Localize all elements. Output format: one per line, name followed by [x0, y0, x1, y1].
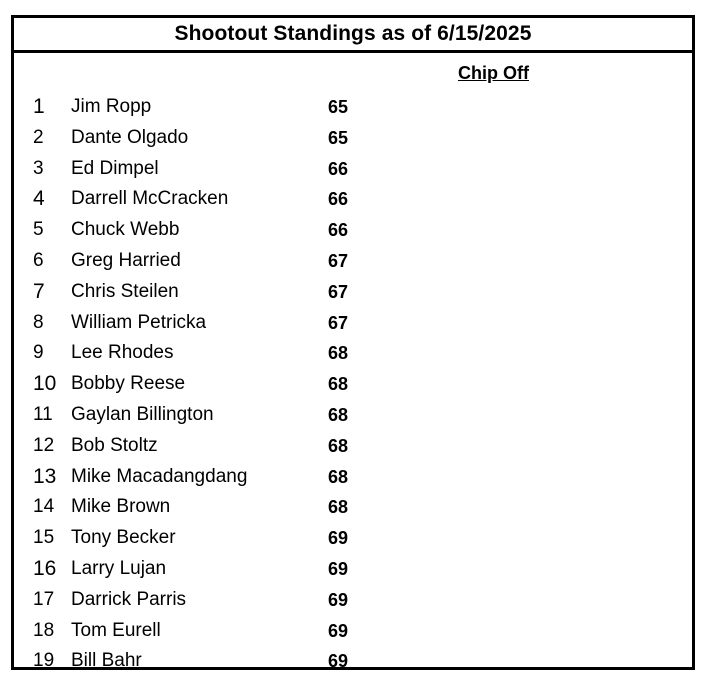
- player-name: Jim Ropp: [71, 96, 152, 117]
- rank-number: 5: [33, 219, 44, 241]
- standings-row: [14, 616, 692, 647]
- standings-row: [14, 277, 692, 308]
- rank-number: 12: [33, 434, 55, 456]
- player-name: Chris Steilen: [71, 280, 179, 302]
- rank-number: 8: [33, 311, 44, 333]
- rank-number: 15: [33, 527, 55, 549]
- page-title: Shootout Standings as of 6/15/2025: [174, 22, 532, 45]
- rank-number: 3: [33, 157, 44, 179]
- rank-number: 6: [33, 249, 44, 271]
- rank-number: 19: [33, 650, 55, 672]
- player-score: 68: [328, 374, 349, 395]
- player-score: 67: [328, 281, 349, 302]
- standings-row: [14, 338, 692, 369]
- player-name: Gaylan Billington: [71, 403, 214, 425]
- rank-number: 2: [33, 126, 44, 148]
- player-name: Bill Bahr: [71, 650, 142, 672]
- player-name: Dante Olgado: [71, 126, 189, 148]
- standings-sheet: [11, 15, 695, 670]
- standings-row: [14, 492, 692, 523]
- standings-row: [14, 369, 692, 400]
- standings-row: [14, 400, 692, 431]
- player-name: Tom Eurell: [71, 619, 161, 641]
- player-name: Lee Rhodes: [71, 342, 174, 364]
- player-score: 68: [328, 404, 349, 425]
- player-name: Darrick Parris: [71, 588, 187, 610]
- player-score: 66: [328, 189, 349, 210]
- standings-row: [14, 523, 692, 554]
- standings-row: [14, 154, 692, 185]
- standings-list: [14, 92, 692, 677]
- player-name: William Petricka: [71, 311, 207, 333]
- player-name: Darrell McCracken: [71, 188, 229, 210]
- standings-row: [14, 246, 692, 277]
- player-name: Ed Dimpel: [71, 157, 159, 179]
- standings-row: [14, 554, 692, 585]
- player-score: 66: [328, 220, 349, 241]
- player-name: Tony Becker: [71, 527, 176, 549]
- player-name: Larry Lujan: [71, 557, 167, 579]
- standings-row: [14, 123, 692, 154]
- player-score: 68: [328, 435, 349, 456]
- player-name: Bobby Reese: [71, 373, 186, 395]
- player-score: 69: [328, 589, 349, 610]
- rank-number: 1: [33, 95, 45, 118]
- player-name: Greg Harried: [71, 249, 181, 271]
- chip-off-column-header: Chip Off: [458, 63, 529, 83]
- title-bar: [14, 18, 692, 53]
- standings-row: [14, 431, 692, 462]
- standings-row: [14, 184, 692, 215]
- player-score: 67: [328, 250, 349, 271]
- player-score: 68: [328, 497, 349, 518]
- rank-number: 18: [33, 619, 55, 641]
- standings-row: [14, 585, 692, 616]
- rank-number: 13: [33, 464, 57, 488]
- player-score: 69: [328, 620, 349, 641]
- rank-number: 11: [33, 403, 53, 425]
- rank-number: 7: [33, 279, 45, 303]
- standings-row: [14, 646, 692, 677]
- standings-row: [14, 92, 692, 123]
- player-score: 65: [328, 127, 349, 148]
- player-name: Bob Stoltz: [71, 434, 158, 456]
- player-score: 69: [328, 558, 349, 579]
- rank-number: 10: [33, 372, 57, 396]
- player-score: 69: [328, 651, 349, 672]
- player-score: 66: [328, 158, 349, 179]
- standings-row: [14, 462, 692, 493]
- player-name: Chuck Webb: [71, 219, 180, 241]
- player-score: 65: [328, 97, 349, 117]
- rank-number: 14: [33, 496, 55, 518]
- standings-row: [14, 308, 692, 339]
- player-score: 67: [328, 312, 349, 333]
- standings-row: [14, 215, 692, 246]
- player-score: 69: [328, 528, 349, 549]
- rank-number: 9: [33, 342, 44, 364]
- rank-number: 17: [33, 588, 55, 610]
- rank-number: 4: [33, 187, 45, 211]
- player-name: Mike Brown: [71, 496, 171, 518]
- player-score: 68: [328, 466, 349, 487]
- player-name: Mike Macadangdang: [71, 465, 248, 487]
- rank-number: 16: [33, 556, 57, 580]
- player-score: 68: [328, 343, 349, 364]
